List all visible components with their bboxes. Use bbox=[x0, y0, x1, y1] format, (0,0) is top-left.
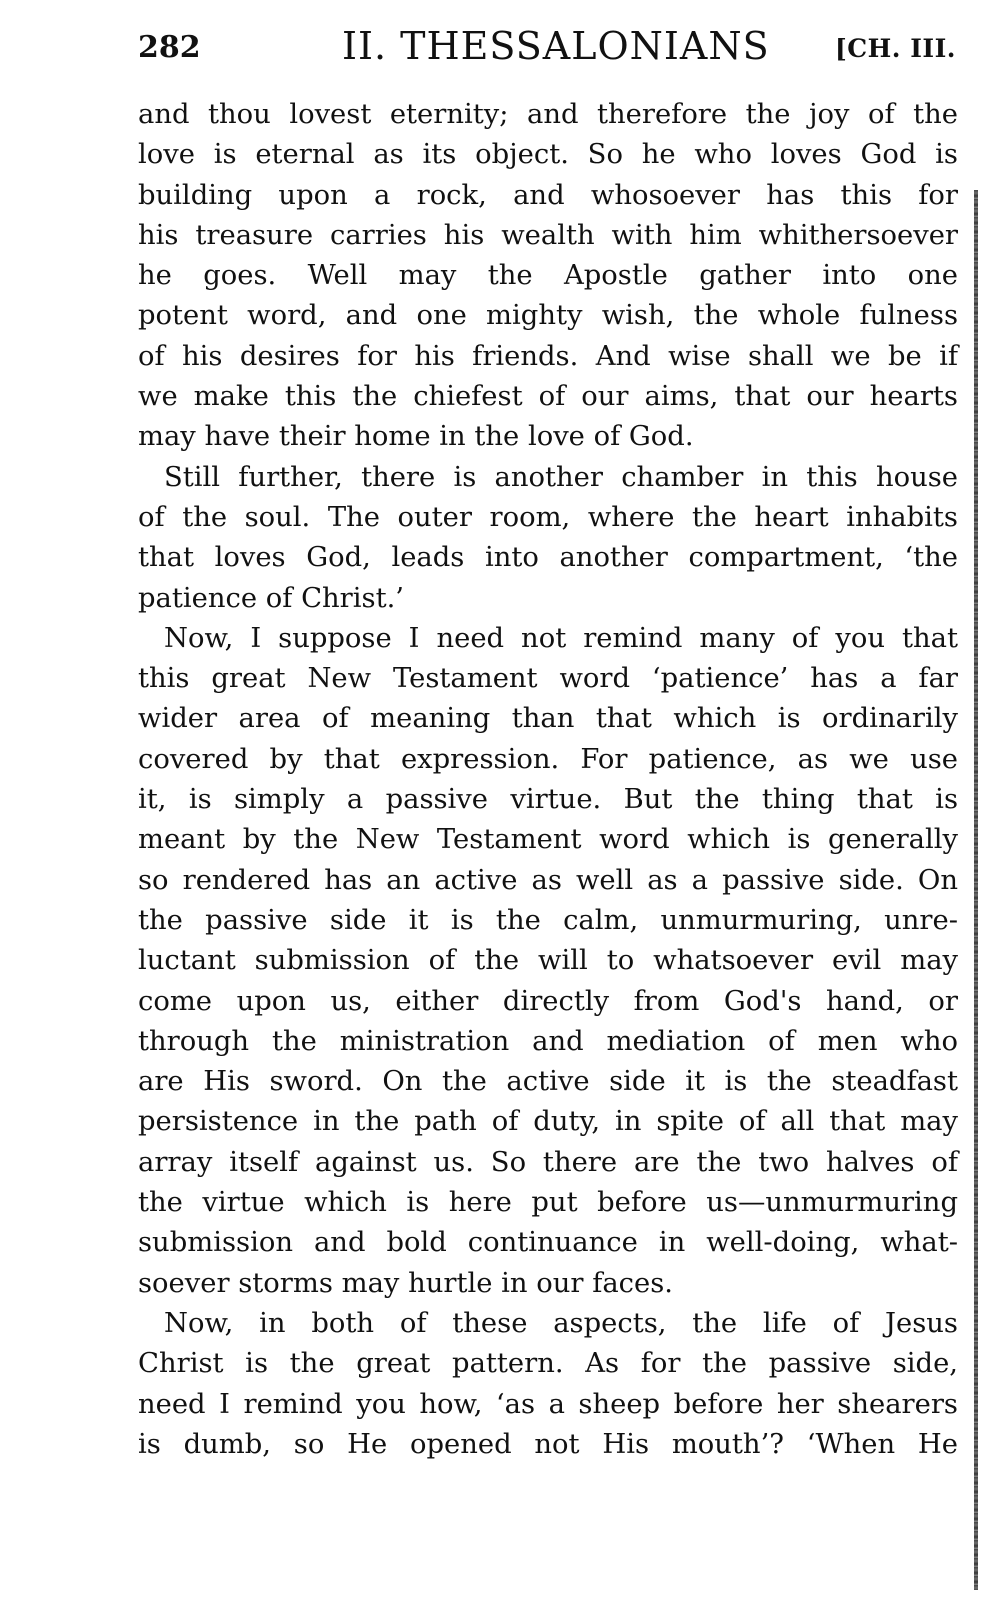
text-line: is dumb, so He opened not His mouth’? ‘When He bbox=[138, 1428, 958, 1460]
text-line: of the soul. The outer room, where the heart inhabits bbox=[138, 501, 958, 533]
text-line: Now, I suppose I need not remind many of you that bbox=[164, 622, 958, 654]
binding-edge bbox=[974, 190, 978, 1590]
text-line: through the ministration and mediation of men who bbox=[138, 1025, 958, 1057]
text-line: it, is simply a passive virtue. But the thing that is bbox=[138, 784, 958, 816]
paragraph-1 bbox=[138, 95, 958, 458]
text-line: and thou lovest eternity; and therefore the joy of the bbox=[138, 99, 958, 130]
page-header bbox=[138, 22, 958, 72]
text-line: covered by that expression. For patience, as we use bbox=[138, 743, 958, 775]
text-line: persistence in the path of duty, in spite of all that may bbox=[138, 1106, 958, 1138]
text-line: patience of Christ.’ bbox=[138, 582, 405, 614]
chapter-reference: [CH. III. bbox=[834, 34, 956, 63]
running-title: II. THESSALONIANS bbox=[342, 24, 770, 68]
text-line: the passive side it is the calm, unmurmuring, unre- bbox=[138, 904, 958, 936]
body-text bbox=[138, 95, 958, 1465]
text-line: Now, in both of these aspects, the life of Jesus bbox=[164, 1307, 958, 1339]
text-line: Still further, there is another chamber in this house bbox=[164, 461, 958, 493]
text-line: may have their home in the love of God. bbox=[138, 421, 694, 453]
text-line: come upon us, either directly from God's hand, or bbox=[138, 985, 958, 1017]
text-line: Christ is the great pattern. As for the passive side, bbox=[138, 1348, 958, 1380]
text-line: love is eternal as its object. So he who loves God is bbox=[138, 139, 958, 171]
text-line: are His sword. On the active side it is the steadfast bbox=[138, 1066, 958, 1098]
paragraph-4 bbox=[138, 1304, 958, 1465]
text-line: we make this the chiefest of our aims, that our hearts bbox=[138, 381, 958, 413]
text-line: the virtue which is here put before us—unmurmuring bbox=[138, 1187, 958, 1219]
text-line: his treasure carries his wealth with him whithersoever bbox=[138, 219, 958, 251]
text-line: that loves God, leads into another compartment, ‘the bbox=[138, 542, 958, 574]
paragraph-3 bbox=[138, 619, 958, 1304]
text-line: so rendered has an active as well as a passive side. On bbox=[138, 864, 958, 896]
text-line: luctant submission of the will to whatsoever evil may bbox=[138, 945, 958, 977]
page-number: 282 bbox=[138, 30, 201, 65]
text-line: need I remind you how, ‘as a sheep before her shearers bbox=[138, 1388, 958, 1420]
text-line: he goes. Well may the Apostle gather into one bbox=[138, 260, 958, 292]
text-line: potent word, and one mighty wish, the whole fulness bbox=[138, 300, 958, 332]
text-line: building upon a rock, and whosoever has this for bbox=[138, 179, 958, 211]
text-line: this great New Testament word ‘patience’ has a far bbox=[138, 663, 958, 695]
text-line: array itself against us. So there are the two halves of bbox=[138, 1146, 958, 1178]
text-line: of his desires for his friends. And wise shall we be if bbox=[138, 340, 958, 372]
paragraph-2 bbox=[138, 458, 958, 619]
text-line: submission and bold continuance in well-doing, what- bbox=[138, 1227, 958, 1259]
text-line: soever storms may hurtle in our faces. bbox=[138, 1267, 673, 1299]
text-line: meant by the New Testament word which is generally bbox=[138, 824, 958, 856]
text-line: wider area of meaning than that which is ordinarily bbox=[138, 703, 958, 735]
